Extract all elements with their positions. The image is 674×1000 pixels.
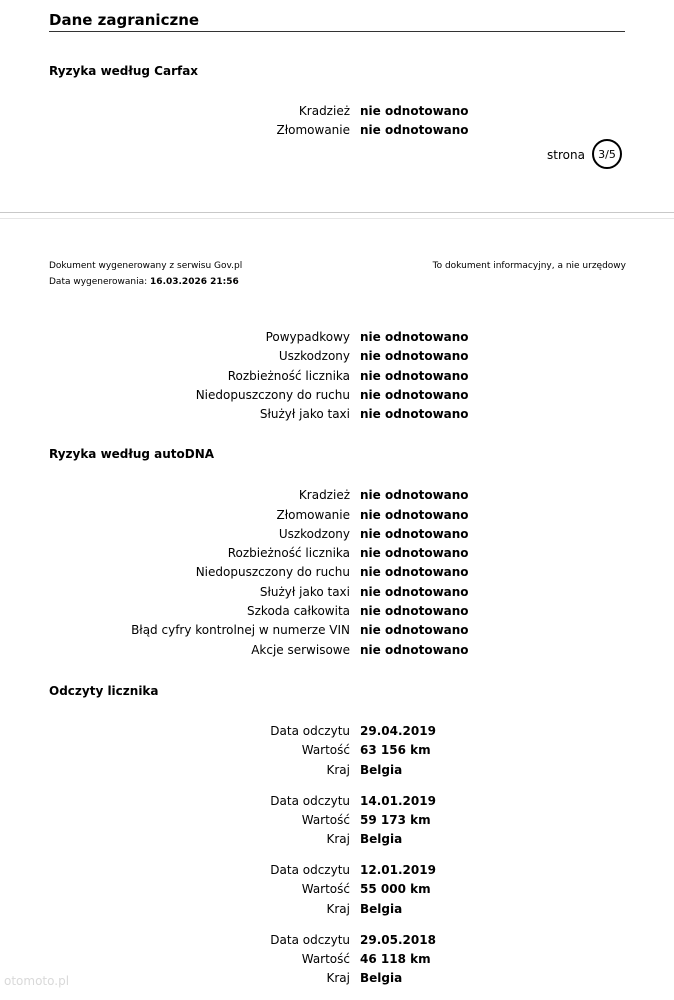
reading-date-label: Data odczytu [270,794,350,808]
carfax-row-label: Kradzież [298,104,350,118]
reading-value: 46 118 km [360,952,431,966]
reading-date: 29.04.2019 [360,724,436,738]
page-label: strona [547,148,585,162]
autodna-row-value: nie odnotowano [360,565,469,579]
reading-country-label: Kraj [326,971,350,985]
carfax-row-label: Niedopuszczony do ruchu [195,388,350,402]
carfax-row-label: Złomowanie [276,123,350,137]
page-break-line [0,218,674,219]
autodna-row-label: Błąd cyfry kontrolnej w numerze VIN [131,623,350,637]
reading-country: Belgia [360,763,403,777]
carfax-row-label: Uszkodzony [278,349,350,363]
reading-date: 12.01.2019 [360,863,436,877]
autodna-row-label: Szkoda całkowita [247,604,350,618]
carfax-row-value: nie odnotowano [360,388,469,402]
odometer-section-title: Odczyty licznika [49,684,159,698]
carfax-row-value: nie odnotowano [360,407,469,421]
autodna-row-label: Złomowanie [276,508,350,522]
carfax-row-label: Rozbieżność licznika [227,369,350,383]
generated-from-text: Dokument wygenerowany z serwisu Gov.pl [49,261,243,271]
reading-date: 14.01.2019 [360,794,436,808]
reading-country: Belgia [360,971,403,985]
reading-value-label: Wartość [301,882,350,896]
generation-date-label: Data wygenerowania: [49,277,148,287]
carfax-row-label: Służył jako taxi [259,407,350,421]
reading-value-label: Wartość [301,743,350,757]
carfax-row-value: nie odnotowano [360,330,469,344]
title-underline [49,31,625,32]
carfax-row-value: nie odnotowano [360,104,469,118]
carfax-section-title: Ryzyka według Carfax [49,64,199,78]
generation-date [49,277,239,287]
carfax-row-value: nie odnotowano [360,349,469,363]
reading-value: 55 000 km [360,882,431,896]
generation-date-value: 16.03.2026 21:56 [150,277,239,287]
autodna-section-title: Ryzyka według autoDNA [49,447,215,461]
autodna-row-value: nie odnotowano [360,488,469,502]
autodna-row-label: Kradzież [298,488,350,502]
carfax-row-value: nie odnotowano [360,369,469,383]
autodna-row-label: Rozbieżność licznika [227,546,350,560]
reading-value: 63 156 km [360,743,431,757]
reading-value-label: Wartość [301,813,350,827]
autodna-row-value: nie odnotowano [360,623,469,637]
reading-date: 29.05.2018 [360,933,436,947]
reading-date-label: Data odczytu [270,724,350,738]
carfax-row-label: Powypadkowy [265,330,350,344]
reading-country-label: Kraj [326,763,350,777]
autodna-row-value: nie odnotowano [360,527,469,541]
autodna-row-label: Akcje serwisowe [251,643,350,657]
autodna-row-value: nie odnotowano [360,643,469,657]
informational-note: To dokument informacyjny, a nie urzędowy [432,261,626,271]
reading-date-label: Data odczytu [270,863,350,877]
reading-country-label: Kraj [326,902,350,916]
autodna-row-value: nie odnotowano [360,508,469,522]
reading-date-label: Data odczytu [270,933,350,947]
page-number-badge [592,139,622,169]
page-title: Dane zagraniczne [49,11,200,29]
page-break-line [0,212,674,213]
carfax-row-value: nie odnotowano [360,123,469,137]
autodna-row-label: Uszkodzony [278,527,350,541]
autodna-row-label: Służył jako taxi [259,585,350,599]
autodna-row-label: Niedopuszczony do ruchu [195,565,350,579]
autodna-row-value: nie odnotowano [360,546,469,560]
watermark: otomoto.pl [4,974,70,988]
reading-country: Belgia [360,832,403,846]
reading-value-label: Wartość [301,952,350,966]
page-number: 3/5 [598,147,616,161]
autodna-row-value: nie odnotowano [360,604,469,618]
reading-country-label: Kraj [326,832,350,846]
reading-value: 59 173 km [360,813,431,827]
autodna-row-value: nie odnotowano [360,585,469,599]
reading-country: Belgia [360,902,403,916]
